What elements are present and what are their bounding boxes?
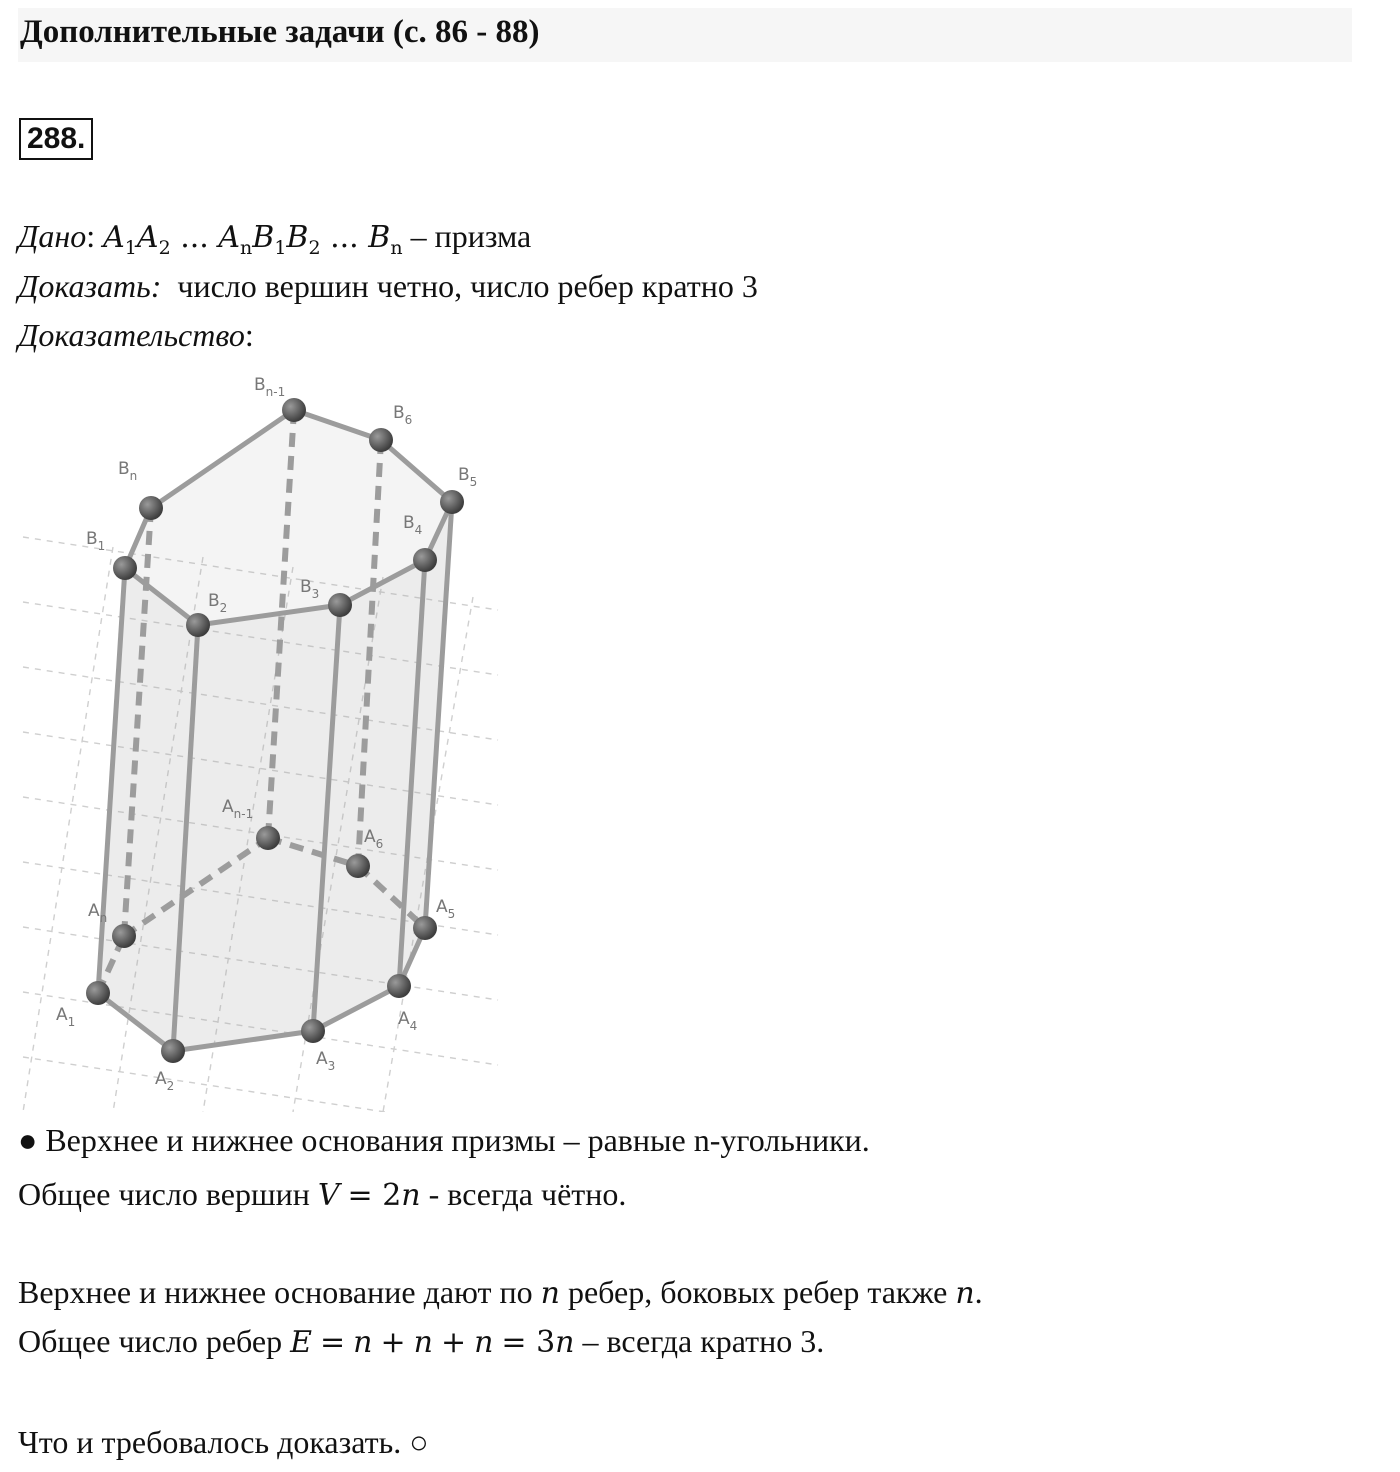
prism-figure [18,372,518,1112]
label-A5: $A_5$ [436,897,456,921]
vertex-A3 [301,1019,325,1043]
bullet: ● [18,1122,38,1158]
vertex-B3 [328,593,352,617]
proof-label: Доказательство [18,317,245,353]
label-B4: $B_4$ [403,513,423,537]
vertex-An [112,924,136,948]
label-B1: $B_1$ [86,529,106,553]
vertex-A6 [346,854,370,878]
page-title: Дополнительные задачи (с. 86 - 88) [20,14,540,50]
proof-line: Доказательство: [18,317,254,353]
given-label: Дано [18,218,87,254]
prove-text: число вершин четно, число ребер кратно 3 [177,268,758,304]
given-prism-name: $A_1A_2$ ... $A_nB_1B_2$ ... $B_n$ [103,220,403,259]
given-line: Дано: $A_1A_2$ ... $A_nB_1B_2$ ... $B_n$ – призма [18,218,532,259]
vertex-An-1 [256,826,280,850]
conclusion: Что и требовалось доказать. ○ [18,1424,429,1460]
vertex-B5 [440,490,464,514]
vertex-B1 [113,556,137,580]
prove-label: Доказать: [18,268,162,304]
label-A4: $A_4$ [398,1009,418,1033]
vertex-B2 [186,613,210,637]
label-B2: $B_2$ [208,591,228,615]
statement-edges-count: Верхнее и нижнее основание дают по n ребер, боковых ребер также n. [18,1274,983,1311]
vertex-Bn [139,496,163,520]
vertex-A1 [86,981,110,1005]
statement-vertices: Общее число вершин V = 2n - всегда чётно. [18,1176,627,1213]
label-A1: $A_1$ [56,1005,76,1029]
label-B5: $B_5$ [458,465,478,489]
label-B3: $B_3$ [300,577,320,601]
label-An-1: $A_{n-1}$ [222,797,254,821]
label-Bn: $B_n$ [118,459,138,483]
label-Bn-1: $B_{n-1}$ [254,375,286,399]
label-A6: $A_6$ [364,827,384,851]
vertex-Bn-1 [282,398,306,422]
label-B6: $B_6$ [393,403,413,427]
vertex-A5 [413,916,437,940]
vertex-A4 [387,974,411,998]
problem-number: 288. [19,118,93,160]
qed-mark: ○ [409,1424,429,1460]
vertex-B6 [369,428,393,452]
vertex-A2 [161,1039,185,1063]
label-A3: $A_3$ [316,1049,336,1073]
label-A2: $A_2$ [155,1069,175,1093]
statement-edges-formula: Общее число ребер E = n + n + n = 3n – всегда кратно 3. [18,1323,825,1360]
vertex-B4 [413,548,437,572]
prove-line [18,268,758,305]
label-An: $A_n$ [88,901,108,925]
statement-bases: ● Верхнее и нижнее основания призмы – равные n-угольники. [18,1122,870,1158]
given-text: – призма [410,218,532,254]
